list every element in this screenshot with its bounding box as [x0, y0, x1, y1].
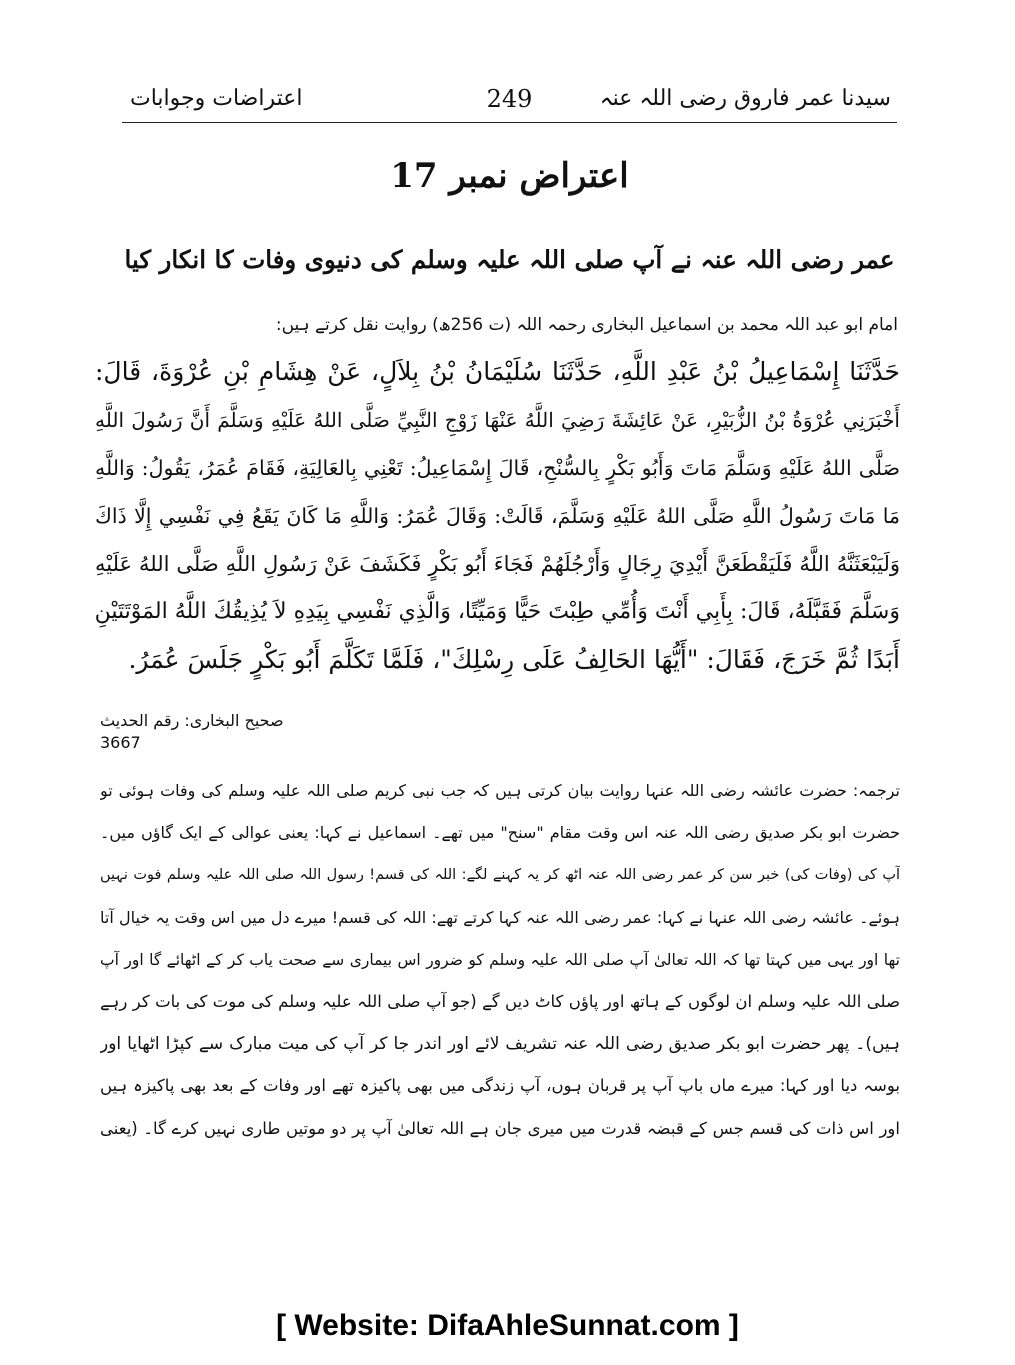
header-right-title: سیدنا عمر فاروق رضی اللہ عنہ — [599, 86, 891, 111]
hadith-line: وَلَيَبْعَثَنَّهُ اللَّهُ فَلَيَقْطَعَنَّ أَيْدِيَ رِجَالٍ وَأَرْجُلَهُمْ فَجَاءَ أَبُو بَكْرٍ فَكَشَفَ عَنْ رَسُولِ اللَّهِ صَلَّى اللهُ عَلَيْهِ — [95, 552, 900, 576]
hadith-reference — [100, 710, 500, 754]
website-footer: [ Website: DifaAhleSunnat.com ] — [276, 1309, 739, 1342]
translation-line: حضرت ابو بکر صدیق رضی اللہ عنہ اس وقت مقام "سنح" میں تھے۔ اسماعیل نے کہا: یعنی عوالی کے ایک گاؤں میں۔ — [100, 823, 900, 843]
hadith-line: صَلَّى اللهُ عَلَيْهِ وَسَلَّمَ مَاتَ وَأَبُو بَكْرٍ بِالسُّنْحِ، قَالَ إِسْمَاعِيلُ: تَعْنِي بِالعَالِيَةِ، فَقَامَ عُمَرُ، يَقُولُ: وَاللَّهِ — [95, 456, 900, 480]
hadith-line: حَدَّثَنَا إِسْمَاعِيلُ بْنُ عَبْدِ اللَّهِ، حَدَّثَنَا سُلَيْمَانُ بْنُ بِلاَلٍ، عَنْ هِشَامِ بْنِ عُرْوَةَ، قَالَ: — [95, 357, 900, 386]
hadith-line: وَسَلَّمَ فَقَبَّلَهُ، قَالَ: بِأَبِي أَنْتَ وَأُمِّي طِبْتَ حَيًّا وَمَيِّتًا، وَالَّذِي نَفْسِي بِيَدِهِ لاَ يُذِيقُكَ اللَّهُ المَوْتَتَيْنِ — [95, 599, 900, 624]
hadith-text — [95, 348, 900, 684]
page-header — [122, 78, 897, 123]
page-number: 249 — [486, 85, 533, 113]
header-left-title: اعتراضات وجوابات — [130, 86, 303, 111]
translation-line: آپ کی (وفات کی) خبر سن کر عمر رضی اللہ عنہ اٹھ کر یہ کہنے لگے: اللہ کی قسم! رسول اللہ صلی اللہ علیہ وسلم فوت نہیں — [100, 867, 900, 884]
translation-text — [100, 770, 900, 1150]
translation-line: ہیں)۔ پھر حضرت ابو بکر صدیق رضی اللہ عنہ تشریف لائے اور اندر جا کر آپ کی میت مبارک سے کپڑا اٹھایا اور — [100, 1034, 900, 1055]
objection-title: اعتراض نمبر 17 — [390, 156, 629, 196]
translation-line: اور اس ذات کی قسم جس کے قبضہ قدرت میں میری جان ہے اللہ تعالیٰ آپ پر دو موتیں طاری نہیں کرے گا۔ (یعنی — [100, 1118, 900, 1138]
translation-line: ترجمہ: حضرت عائشہ رضی اللہ عنہا روایت بیان کرتی ہیں کہ جب نبی کریم صلی اللہ علیہ وسلم کی وفات ہوئی تو — [100, 781, 900, 800]
hadith-line: أَخْبَرَنِي عُرْوَةُ بْنُ الزُّبَيْرِ، عَنْ عَائِشَةَ رَضِيَ اللَّهُ عَنْهَا زَوْجِ النَّبِيِّ صَلَّى اللهُ عَلَيْهِ وَسَلَّمَ أَنَّ رَسُولَ اللَّهِ — [95, 408, 900, 432]
translation-line: تھا اور یہی میں کہتا تھا کہ اللہ تعالیٰ آپ صلی اللہ علیہ وسلم کو ضرور اس بیماری سے صحت یاب کر کے اٹھائے گا اور آپ — [100, 950, 900, 969]
translation-line: ہوئے۔ عائشہ رضی اللہ عنہا نے کہا: عمر رضی اللہ عنہ کہا کرتے تھے: اللہ کی قسم! میرے دل میں اس وقت یہ خیال آتا — [100, 907, 900, 927]
hadith-line: أَبَدًا ثُمَّ خَرَجَ، فَقَالَ: "أَيُّهَا الحَالِفُ عَلَى رِسْلِكَ"، فَلَمَّا تَكَلَّمَ أَبُو بَكْرٍ جَلَسَ عُمَرُ. — [128, 645, 900, 674]
intro-line: امام ابو عبد اللہ محمد بن اسماعیل البخاری رحمہ اللہ (ت 256ھ) روایت نقل کرتے ہیں: — [275, 315, 898, 335]
hadith-line: مَا مَاتَ رَسُولُ اللَّهِ صَلَّى اللهُ عَلَيْهِ وَسَلَّمَ، قَالَتْ: وَقَالَ عُمَرُ: وَاللَّهِ مَا كَانَ يَقَعُ فِي نَفْسِي إِلَّا ذَاكَ — [95, 504, 900, 528]
reference-source: صحیح البخاری: رقم الحدیث — [100, 711, 284, 730]
translation-line: بوسہ دیا اور کہا: میرے ماں باپ آپ پر قربان ہوں، آپ زندگی میں بھی پاکیزہ تھے اور وفات کے بعد بھی پاکیزہ ہیں — [100, 1076, 900, 1096]
reference-number: 3667 — [100, 733, 141, 752]
objection-subtitle: عمر رضی اللہ عنہ نے آپ صلی اللہ علیہ وسلم کی دنیوی وفات کا انکار کیا — [124, 245, 895, 274]
translation-line: صلی اللہ علیہ وسلم ان لوگوں کے ہاتھ اور پاؤں کاٹ دیں گے (جو آپ صلی اللہ علیہ وسلم کی موت کی بات کر رہے — [100, 991, 900, 1011]
